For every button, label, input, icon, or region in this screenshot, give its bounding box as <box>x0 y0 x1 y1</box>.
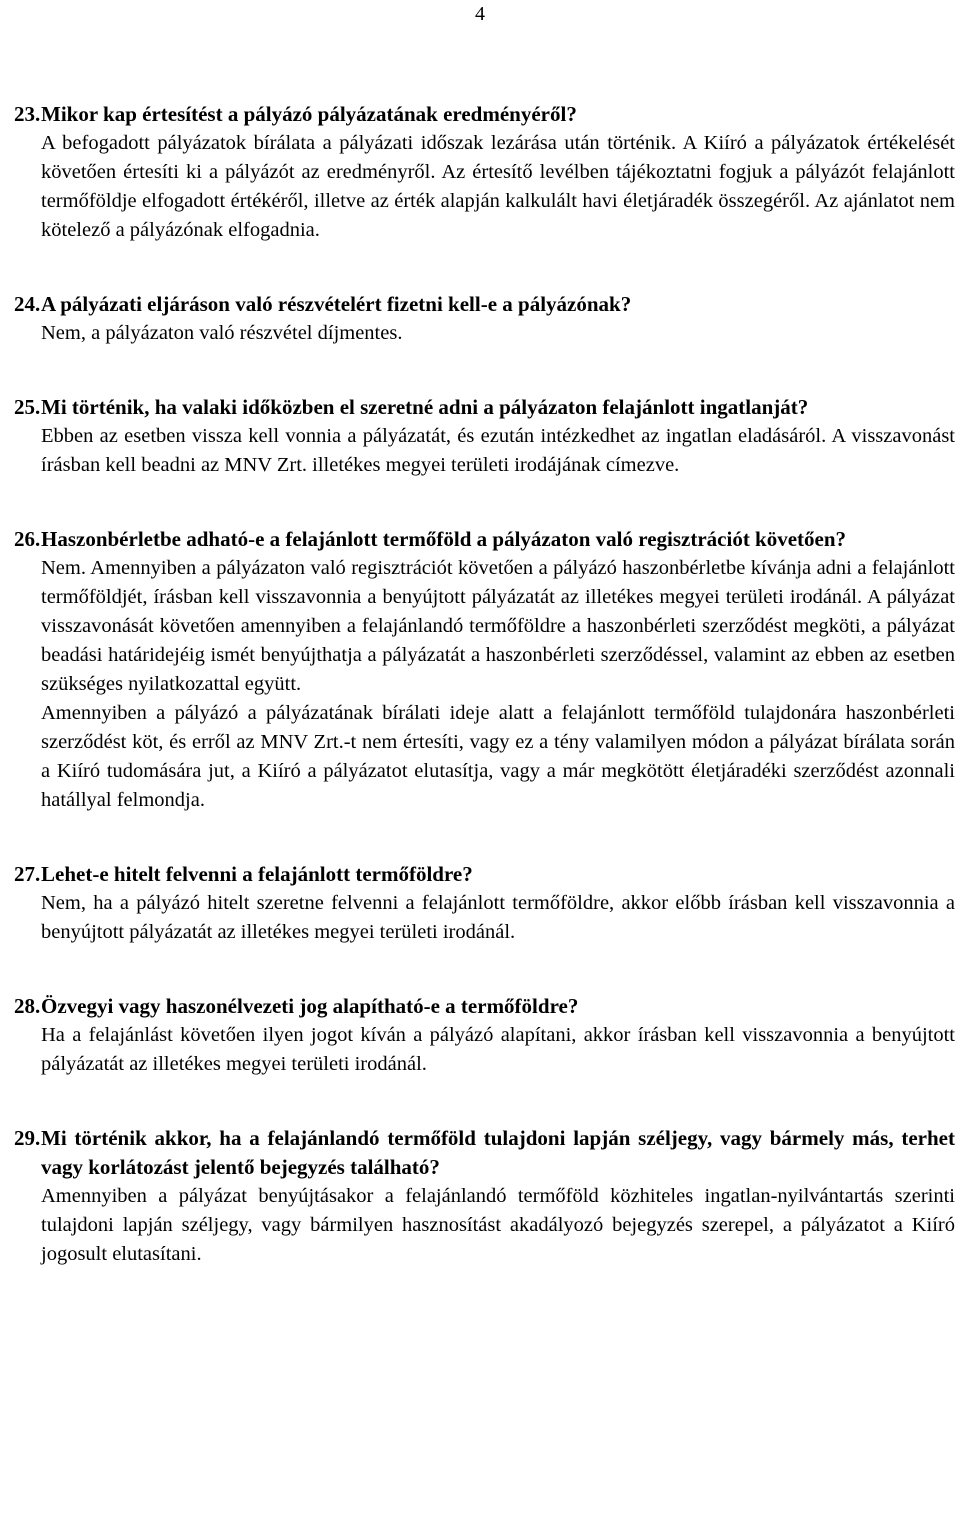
question-text: Özvegyi vagy haszonélvezeti jog alapítható-e a termőföldre? <box>41 994 579 1018</box>
question-number: 25. <box>14 395 41 419</box>
question-text: Mi történik akkor, ha a felajánlandó termőföld tulajdoni lapján széljegy, vagy bármely más, terhet vagy korlátozást jelentő bejegyzés található? <box>41 1126 955 1179</box>
answer <box>41 422 955 480</box>
answer-paragraph: Ebben az esetben vissza kell vonnia a pályázatát, és ezután intézkedhet az ingatlan eladásáról. A visszavonást írásban kell beadni az MNV Zrt. illetékes megyei területi irodájának címezve. <box>41 425 955 476</box>
question-number: 29. <box>14 1126 41 1150</box>
answer-paragraph: Nem, ha a pályázó hitelt szeretne felvenni a felajánlott termőföldre, akkor előbb írásban kell visszavonnia a benyújtott pályázatát az illetékes megyei területi irodánál. <box>41 892 955 943</box>
page-number: 4 <box>475 3 485 25</box>
answer-paragraph: Nem. Amennyiben a pályázaton való regisztrációt követően a pályázó haszonbérletbe kívánja adni a felajánlott termőföldjét, írásban kell visszavonnia a benyújtott pályázatát az illetékes megyei területi irodánál. A pályázat visszavonását követően amennyiben a felajánlandó termőföldre a haszonbérleti szerződést megköti, a pályázat beadási határidejéig ismét benyújthatja a pályázatát a haszonbérleti szerződéssel, valamint az ebben az esetben szükséges nyilatkozattal együtt. <box>41 557 955 695</box>
question-text: A pályázati eljáráson való részvételért fizetni kell-e a pályázónak? <box>41 292 632 316</box>
question-number: 23. <box>14 102 41 126</box>
answer-paragraph: A befogadott pályázatok bírálata a pályázati időszak lezárása után történik. A Kiíró a pályázatok értékelését követően értesíti ki a pályázót az eredményről. Az értesítő levélben tájékoztatni fogjuk a pályázót felajánlott termőföldje elfogadott értékéről, illetve az érték alapján kalkulált havi életjáradék összegéről. Az ajánlatot nem kötelező a pályázónak elfogadnia. <box>41 132 955 241</box>
answer-paragraph: Amennyiben a pályázó a pályázatának bírálati ideje alatt a felajánlott termőföld tulajdonára haszonbérleti szerződést köt, és erről az MNV Zrt.-t nem értesíti, vagy ez a tény valamilyen módon a pályázat bírálata során a Kiíró tudomására jut, a Kiíró a pályázatot elutasítja, vagy a már megkötött életjáradéki szerződést azonnali hatállyal felmondja. <box>41 702 955 811</box>
question-text: Lehet-e hitelt felvenni a felajánlott termőföldre? <box>41 862 473 886</box>
question-text: Haszonbérletbe adható-e a felajánlott termőföld a pályázaton való regisztrációt követően? <box>41 527 847 551</box>
answer <box>41 554 955 815</box>
question <box>14 860 955 889</box>
faq-item-25 <box>14 393 955 480</box>
question-number: 24. <box>14 292 41 316</box>
question-number: 28. <box>14 994 41 1018</box>
answer <box>41 1182 955 1269</box>
question-text: Mi történik, ha valaki időközben el szeretné adni a pályázaton felajánlott ingatlanját? <box>41 395 809 419</box>
answer <box>41 889 955 947</box>
faq-item-24 <box>14 290 955 348</box>
question <box>14 992 955 1021</box>
faq-item-28 <box>14 992 955 1079</box>
faq-content <box>14 100 955 1314</box>
question <box>14 100 955 129</box>
faq-item-29 <box>14 1124 955 1269</box>
answer <box>41 1021 955 1079</box>
faq-item-26 <box>14 525 955 815</box>
question-text: Mikor kap értesítést a pályázó pályázatának eredményéről? <box>41 102 577 126</box>
question <box>14 1124 955 1182</box>
answer <box>41 319 955 348</box>
question <box>14 290 955 319</box>
answer-paragraph: Amennyiben a pályázat benyújtásakor a felajánlandó termőföld közhiteles ingatlan-nyilvántartás szerinti tulajdoni lapján széljegy, vagy bármilyen hasznosítást akadályozó bejegyzés szerepel, a pályázatot a Kiíró jogosult elutasítani. <box>41 1185 955 1265</box>
answer-paragraph: Ha a felajánlást követően ilyen jogot kíván a pályázó alapítani, akkor írásban kell visszavonnia a benyújtott pályázatát az illetékes megyei területi irodánál. <box>41 1024 955 1075</box>
question-number: 26. <box>14 527 41 551</box>
answer <box>41 129 955 245</box>
question <box>14 525 955 554</box>
faq-item-23 <box>14 100 955 245</box>
question <box>14 393 955 422</box>
answer-paragraph: Nem, a pályázaton való részvétel díjmentes. <box>41 322 403 344</box>
faq-item-27 <box>14 860 955 947</box>
question-number: 27. <box>14 862 41 886</box>
